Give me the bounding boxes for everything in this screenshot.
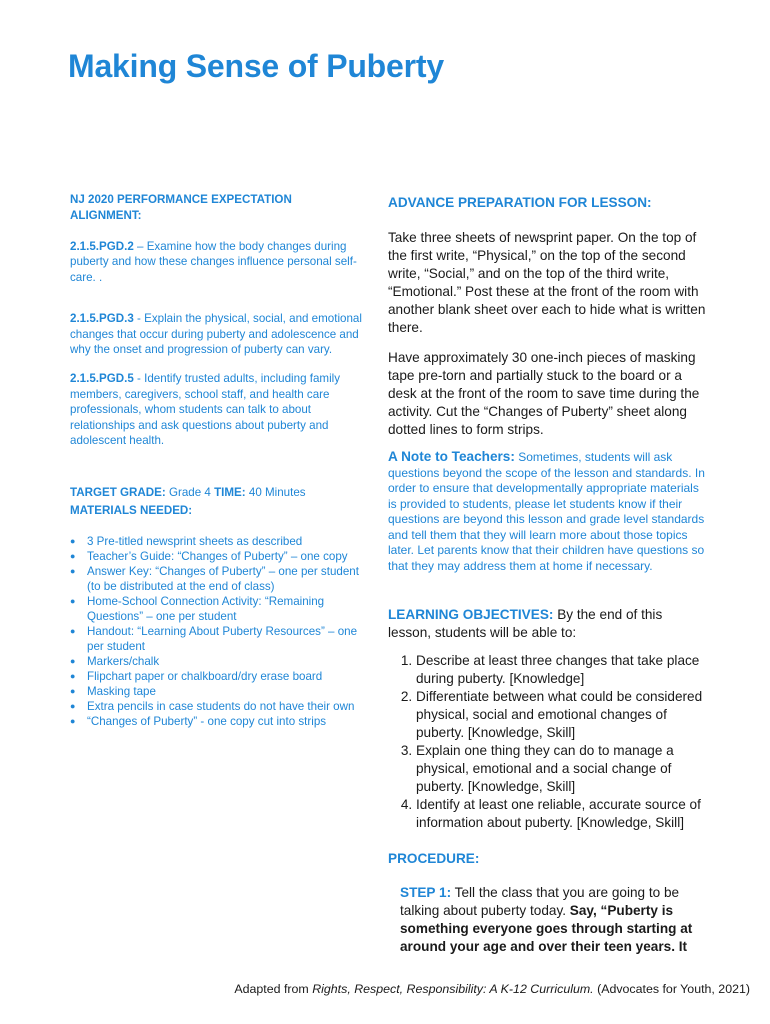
standard-code: 2.1.5.PGD.2: [70, 240, 134, 253]
step-text: Tell the class that you are going to be talking about puberty today.: [400, 885, 680, 918]
left-column: [70, 192, 362, 729]
standard-text: Examine how the body changes during puberty and how these changes influence personal self-care. .: [70, 240, 357, 284]
list-item: ● Flipchart paper or chalkboard/dry erase board: [87, 669, 362, 684]
standard-code: 2.1.5.PGD.3: [70, 312, 134, 326]
standard-pgd5: [70, 371, 362, 448]
standard-pgd2: [70, 239, 362, 285]
list-item: 4. Identify at least one reliable, accurate source of information about puberty. [Knowledge, Skill]: [416, 796, 708, 832]
list-item: 2. Differentiate between what could be considered physical, social and emotional changes of puberty. [Knowledge, Skill]: [416, 688, 708, 742]
standard-code: 2.1.5.PGD.5: [70, 372, 134, 386]
objectives-intro-paragraph: [388, 606, 708, 642]
footer-citation: [0, 982, 750, 996]
advance-paragraph-2: Have approximately 30 one-inch pieces of masking tape pre-torn and partially stuck to the board or a desk at the front of the room to save time during the activity. Cut the “Changes of Puberty” sheet along dotted lines to form strips.: [388, 350, 700, 437]
list-item: ● Teacher’s Guide: “Changes of Puberty” – one copy: [87, 549, 362, 564]
target-grade-line: [70, 484, 362, 520]
step-quote: Say, “Puberty is something everyone goes through starting at around your age and over their teen years. It: [400, 903, 693, 954]
teacher-note: [388, 449, 708, 574]
step-label: STEP 1:: [400, 885, 452, 900]
procedure-step-1: [400, 884, 708, 956]
alignment-heading: [70, 192, 362, 223]
alignment-heading-line1: NJ 2020 PERFORMANCE EXPECTATION: [70, 193, 292, 206]
list-item: ● Handout: “Learning About Puberty Resources” – one per student: [87, 624, 362, 654]
materials-list: [70, 534, 362, 729]
note-label: A Note to Teachers:: [388, 449, 515, 464]
note-text: Sometimes, students will ask questions beyond the scope of the lesson and standards. In order to ensure that developmentally appropriate materials is provided to students, please let students know if their questions are beyond this lesson and grade level standards and tell them that they will learn more about those topics later. Let parents know that their children have questions so that they may address them at home if necessary.: [388, 450, 705, 573]
list-item: ● Answer Key: “Changes of Puberty” – one per student (to be distributed at the end of class): [87, 564, 362, 594]
list-item: ● Markers/chalk: [87, 654, 362, 669]
page-title: Making Sense of Puberty: [68, 48, 444, 84]
alignment-heading-line2: ALIGNMENT:: [70, 208, 142, 222]
list-item: ● Extra pencils in case students do not have their own: [87, 699, 362, 714]
time-label: TIME:: [214, 486, 246, 500]
list-item: ● “Changes of Puberty” - one copy cut into strips: [87, 714, 362, 729]
procedure-heading: PROCEDURE:: [388, 851, 480, 866]
time-value: 40 Minutes: [245, 486, 306, 500]
footer-source-title: Rights, Respect, Responsibility: A K-12 Curriculum.: [312, 982, 594, 996]
list-item: 1. Describe at least three changes that take place during puberty. [Knowledge]: [416, 652, 708, 688]
standard-sep: -: [133, 372, 145, 386]
objectives-intro: By the end of this lesson, students will be able to:: [388, 607, 663, 640]
advance-paragraph-1: Take three sheets of newsprint paper. On the top of the first write, “Physical,” on the top of the second write, “Social,” and on the top of the third write, “Emotional.” Post these at the front of the room with another blank sheet over each to hide what is written there.: [388, 230, 706, 335]
objectives-heading: LEARNING OBJECTIVES:: [388, 607, 554, 622]
objectives-list: [388, 652, 708, 832]
standard-text: Explain the physical, social, and emotional changes that occur during puberty and adolescence and why the onset and progression of puberty can vary.: [70, 312, 362, 357]
list-item: ● 3 Pre-titled newsprint sheets as described: [87, 534, 362, 549]
advance-heading: ADVANCE PREPARATION FOR LESSON:: [388, 195, 652, 210]
right-column: [388, 194, 708, 956]
standard-text: Identify trusted adults, including family members, caregivers, school staff, and health care professionals, whom students can talk to about relationships and ask questions about puberty and adolescent health.: [70, 372, 341, 448]
list-item: ● Home-School Connection Activity: “Remaining Questions” – one per student: [87, 594, 362, 624]
standard-sep: -: [133, 312, 145, 326]
materials-heading: MATERIALS NEEDED:: [70, 504, 193, 518]
footer-prefix: Adapted from: [234, 982, 313, 996]
standard-pgd3: [70, 311, 362, 357]
list-item: ● Masking tape: [87, 684, 362, 699]
target-grade-value: Grade 4: [165, 486, 215, 500]
list-item: 3. Explain one thing they can do to manage a physical, emotional and a social change of puberty. [Knowledge, Skill]: [416, 742, 708, 796]
target-grade-label: TARGET GRADE:: [70, 486, 166, 500]
footer-suffix: (Advocates for Youth, 2021): [593, 982, 750, 996]
standard-sep: –: [133, 240, 147, 253]
